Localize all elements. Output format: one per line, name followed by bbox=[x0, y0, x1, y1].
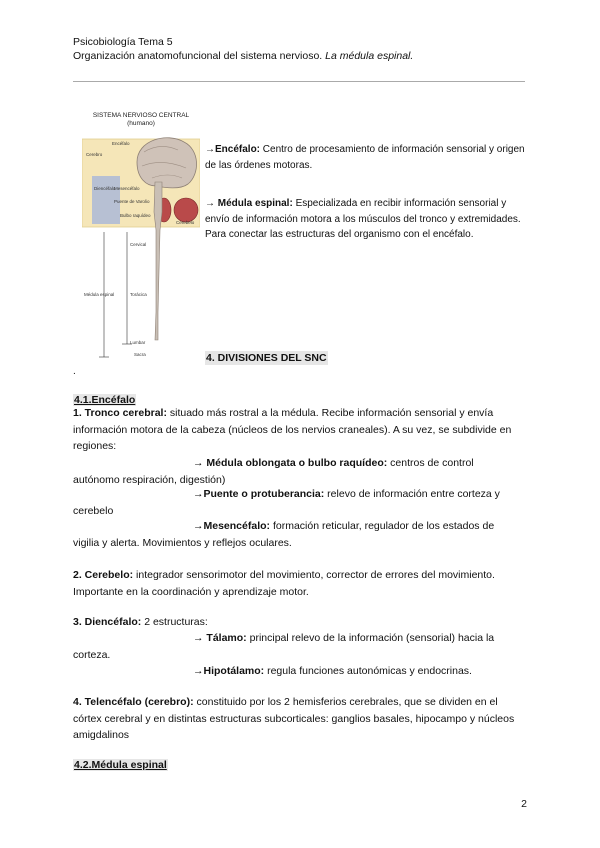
encefalo-text: Centro de procesamiento de información sensorial y origen de las órdenes motoras. bbox=[205, 144, 525, 171]
cerebelo-text: integrador sensorimotor del movimiento, corrector de errores del movimiento. Importante en la coordinación y aprendizaje motor. bbox=[73, 569, 495, 598]
hipotalamo-item bbox=[73, 663, 523, 680]
cns-figure bbox=[82, 112, 200, 364]
mesencefalo-label: →Mesencéfalo: bbox=[193, 520, 271, 532]
mesencefalo-item bbox=[73, 518, 523, 551]
header-course: Psicobiología Tema 5 bbox=[73, 36, 173, 48]
telencefalo-text: constituido por los 2 hemisferios cerebrales, que se dividen en el córtex cerebral y en distintas estructuras subcorticales: ganglios basales, hipocampo y núcleos amigdalinos bbox=[73, 696, 515, 741]
label-lumbar: Lumbar bbox=[130, 340, 146, 345]
mesencefalo-text: formación reticular, regulador de los estados de vigilia y alerta. Movimientos y reflejos oculares. bbox=[73, 520, 495, 549]
header-topic bbox=[73, 50, 413, 63]
label-cerebro: Cerebro bbox=[86, 152, 103, 157]
header-divider bbox=[73, 81, 525, 82]
talamo-text: principal relevo de la información (sensorial) hacia la corteza. bbox=[73, 632, 495, 661]
label-mesencefalo: Mesencéfalo bbox=[114, 186, 140, 191]
cerebelo-label: 2. Cerebelo: bbox=[73, 569, 134, 581]
label-diencefalo: Diencéfalo bbox=[94, 186, 116, 191]
label-cerebelo: Cerebelo bbox=[176, 220, 195, 225]
puente-label: →Puente o protuberancia: bbox=[193, 488, 325, 500]
telencefalo-paragraph bbox=[73, 694, 523, 744]
label-toracica: Torácica bbox=[130, 292, 147, 297]
cns-illustration bbox=[82, 112, 200, 364]
label-sacra: Sacra bbox=[134, 352, 146, 357]
cerebelo-paragraph bbox=[73, 567, 523, 600]
label-cervical: Cervical bbox=[130, 242, 147, 247]
figure-subtitle: (humano) bbox=[127, 120, 155, 127]
section-4-2-title bbox=[73, 757, 523, 774]
label-encefalo: Encéfalo bbox=[112, 141, 130, 146]
medula-label: → Médula espinal: bbox=[205, 198, 293, 209]
label-medula: Médula espinal bbox=[84, 292, 115, 297]
talamo-item bbox=[73, 630, 523, 663]
section-4-title: 4. DIVISIONES DEL SNC bbox=[206, 352, 327, 364]
bulbo-text: centros de control autónomo respiración, digestión) bbox=[73, 457, 474, 486]
telencefalo-label: 4. Telencéfalo (cerebro): bbox=[73, 696, 194, 708]
medula-description bbox=[205, 196, 525, 243]
talamo-label: → Tálamo: bbox=[193, 632, 247, 644]
diencefalo-text: 2 estructuras: bbox=[141, 616, 208, 628]
diencefalo-label: 3. Diencéfalo: bbox=[73, 616, 142, 628]
bulbo-label: → Médula oblongata o bulbo raquídeo: bbox=[193, 457, 388, 469]
tronco-text: situado más rostral a la médula. Recibe información sensorial y envía información motora de la cabeza (núcleos de los nervios craneales). A su vez, se subdivide en regiones: bbox=[73, 407, 512, 452]
label-bulbo: Bulbo raquídeo bbox=[120, 213, 151, 218]
header-topic-italic: La médula espinal. bbox=[325, 50, 414, 62]
hipotalamo-label: →Hipotálamo: bbox=[193, 665, 265, 677]
encefalo-description bbox=[205, 142, 525, 173]
tronco-paragraph bbox=[73, 405, 523, 455]
page-number: 2 bbox=[521, 798, 527, 810]
encefalo-label: →Encéfalo: bbox=[205, 144, 261, 155]
label-puente: Puente de Varolio bbox=[114, 199, 150, 204]
medula-text: Especializada en recibir información sensorial y envío de información motora a los músculos del tronco y extremidades. Para conectar las estructuras del organismo con el encéfalo. bbox=[205, 198, 521, 240]
stray-dot: . bbox=[73, 366, 76, 377]
puente-text: relevo de información entre corteza y cerebelo bbox=[73, 488, 500, 517]
medula-heading: 4.2.Médula espinal bbox=[74, 759, 167, 771]
bulbo-item bbox=[73, 455, 523, 488]
header-topic-plain: Organización anatomofuncional del sistema nervioso. bbox=[73, 50, 323, 62]
puente-item bbox=[73, 486, 523, 519]
figure-title: SISTEMA NERVIOSO CENTRAL bbox=[92, 112, 190, 119]
encefalo-heading: 4.1.Encéfalo bbox=[74, 394, 136, 406]
hipotalamo-text: regula funciones autonómicas y endocrinas. bbox=[264, 665, 472, 677]
diencefalo-paragraph bbox=[73, 614, 523, 631]
tronco-label: 1. Tronco cerebral: bbox=[73, 407, 167, 419]
